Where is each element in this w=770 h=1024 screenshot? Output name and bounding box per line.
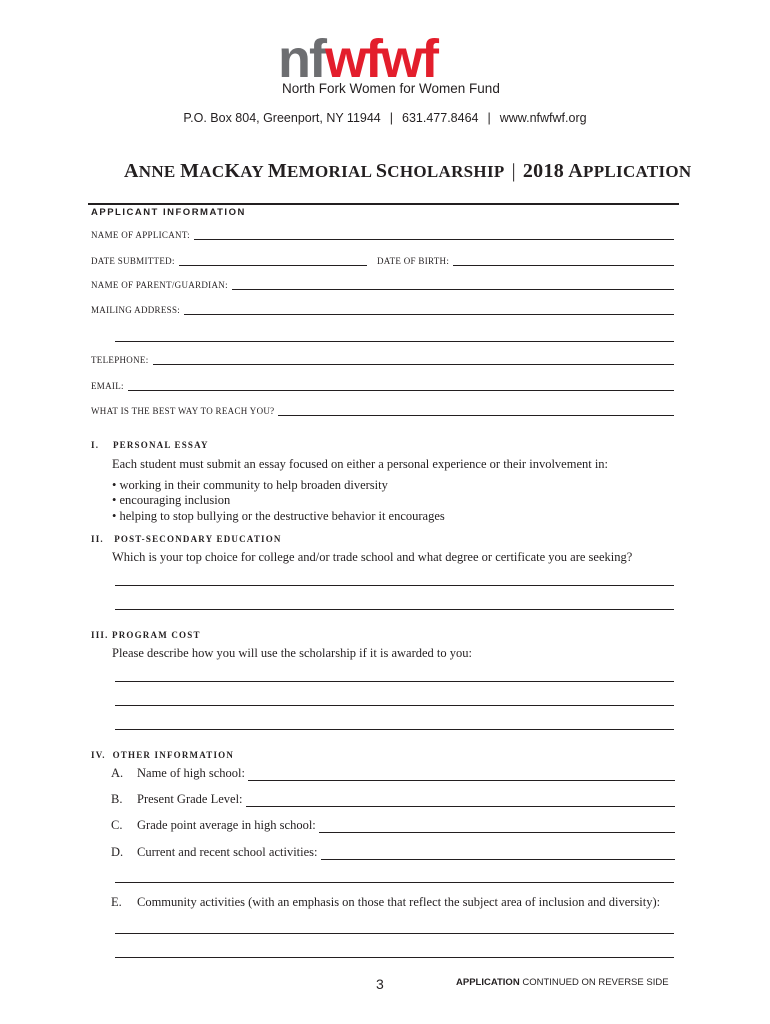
essay-bullet: • encouraging inclusion	[112, 493, 231, 507]
school-activities-field[interactable]: D. Current and recent school activities:	[111, 845, 675, 860]
page-title: ANNE MACKAY MEMORIAL SCHOLARSHIP | 2018 APPLICATION	[124, 160, 692, 182]
education-question: Which is your top choice for college and/or trade school and what degree or certificate you are seeking?	[112, 550, 633, 564]
mailing-address-field[interactable]: MAILING ADDRESS:	[91, 305, 674, 315]
separator: |	[487, 111, 491, 125]
date-submitted-field[interactable]: DATE SUBMITTED:	[91, 256, 367, 266]
grade-level-field[interactable]: B. Present Grade Level:	[111, 792, 675, 807]
essay-bullet: • helping to stop bullying or the destructive behavior it encourages	[112, 509, 445, 523]
applicant-name-field[interactable]: NAME OF APPLICANT:	[91, 230, 674, 240]
dob-field[interactable]: DATE OF BIRTH:	[377, 256, 674, 266]
answer-line[interactable]	[115, 585, 674, 586]
answer-line[interactable]	[115, 882, 674, 883]
section-personal-essay-heading: I. PERSONAL ESSAY	[91, 440, 209, 450]
answer-line[interactable]	[115, 681, 674, 682]
org-name: North Fork Women for Women Fund	[282, 81, 500, 96]
contact-line	[0, 111, 770, 125]
divider	[88, 203, 679, 205]
applicant-info-heading: APPLICANT INFORMATION	[91, 207, 246, 218]
answer-line[interactable]	[115, 705, 674, 706]
answer-line[interactable]	[115, 609, 674, 610]
answer-line[interactable]	[115, 729, 674, 730]
section-program-cost-heading: III. PROGRAM COST	[91, 630, 201, 640]
parent-field[interactable]: NAME OF PARENT/GUARDIAN:	[91, 280, 674, 290]
essay-bullet: • working in their community to help broaden diversity	[112, 478, 388, 492]
phone: 631.477.8464	[402, 111, 479, 125]
program-cost-question: Please describe how you will use the scholarship if it is awarded to you:	[112, 646, 472, 660]
logo-wfwf: wfwf	[324, 29, 437, 89]
website-link[interactable]: www.nfwfwf.org	[499, 111, 587, 125]
gpa-field[interactable]: C. Grade point average in high school:	[111, 818, 675, 833]
community-activities-label: E. Community activities (with an emphasis on those that reflect the subject area of inclusion and diversity):	[111, 895, 661, 909]
answer-line[interactable]	[115, 933, 674, 934]
logo-nf: nf	[278, 29, 325, 89]
address-line-2[interactable]	[115, 341, 674, 342]
telephone-field[interactable]: TELEPHONE:	[91, 355, 674, 365]
high-school-field[interactable]: A. Name of high school:	[111, 766, 675, 781]
answer-line[interactable]	[115, 957, 674, 958]
section-education-heading: II. POST-SECONDARY EDUCATION	[91, 534, 282, 544]
separator: |	[389, 111, 394, 125]
section-other-info-heading: IV. OTHER INFORMATION	[91, 750, 235, 760]
email-field[interactable]: EMAIL:	[91, 381, 674, 391]
page-number: 3	[376, 976, 384, 992]
address: P.O. Box 804, Greenport, NY 11944	[183, 111, 381, 125]
essay-instructions: Each student must submit an essay focused on either a personal experience or their involvement in:	[112, 457, 609, 471]
continued-note: APPLICATION CONTINUED ON REVERSE SIDE	[456, 977, 669, 988]
reach-field[interactable]: WHAT IS THE BEST WAY TO REACH YOU?	[91, 406, 674, 416]
